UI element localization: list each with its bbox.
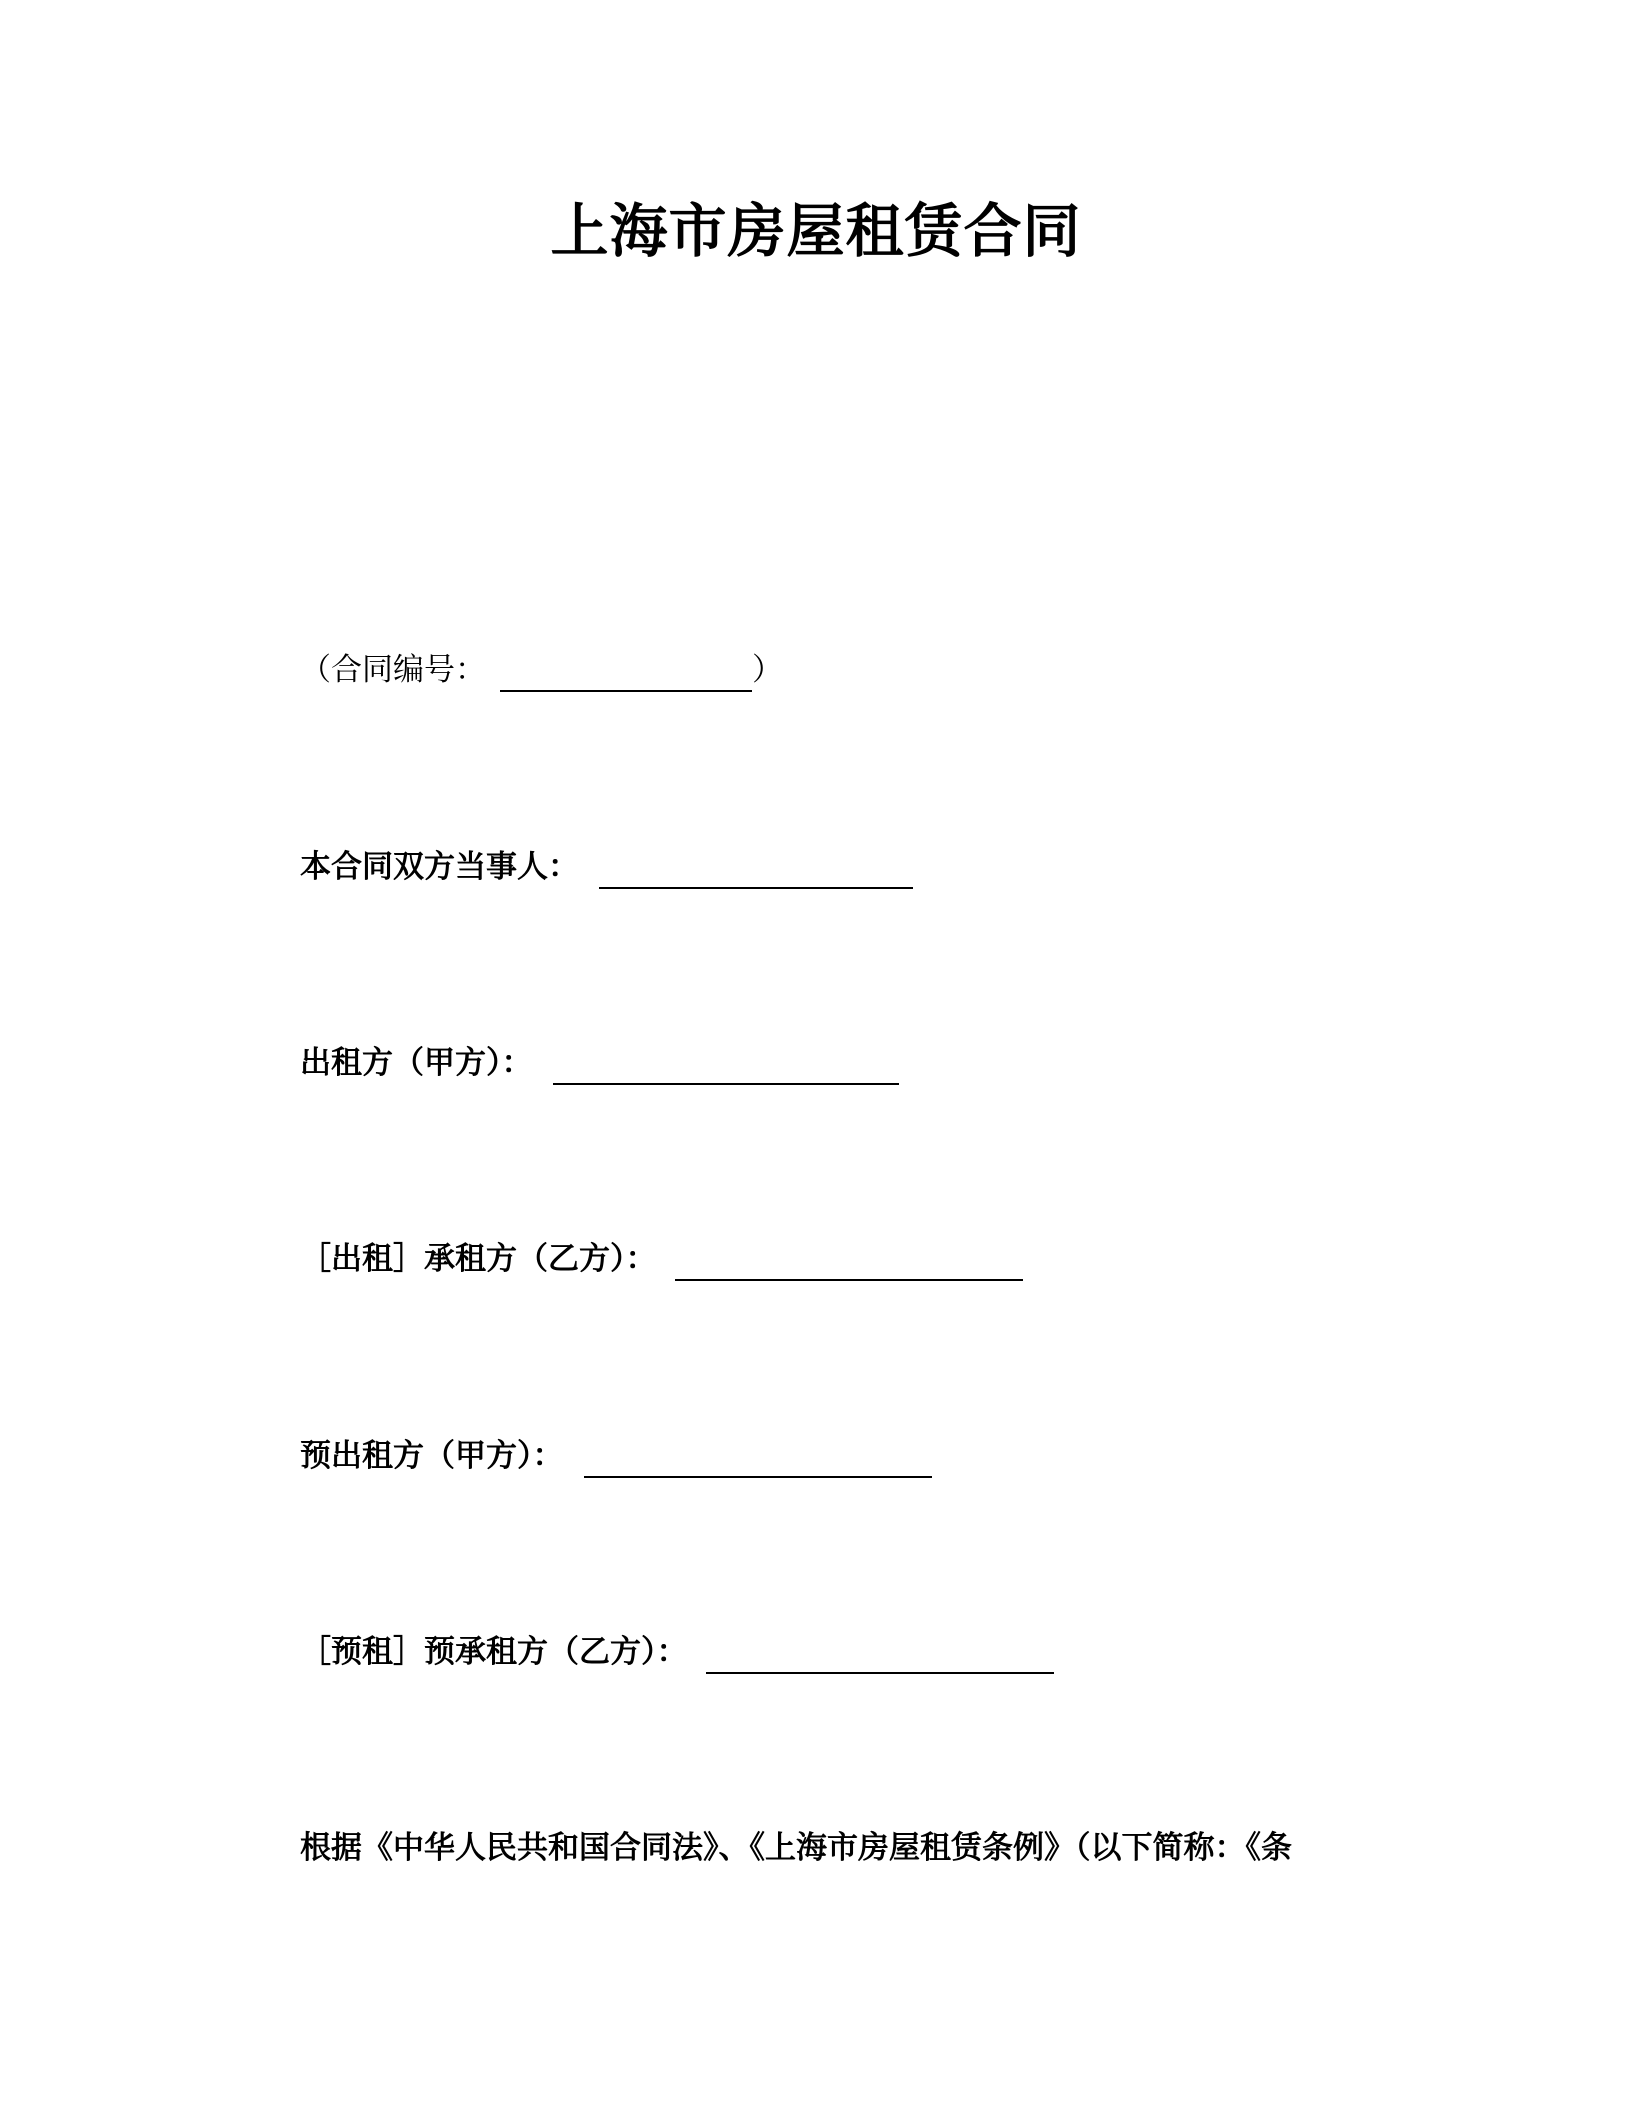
- pre-lessee-line: [300, 1630, 1054, 1674]
- lessor-line: [300, 1041, 899, 1085]
- contract-number-line: [300, 648, 783, 692]
- pre-lessor-line: [300, 1434, 932, 1478]
- parties-label: 本合同双方当事人：: [300, 849, 579, 885]
- pre-lessor-label: 预出租方（甲方）：: [300, 1438, 564, 1474]
- contract-number-close: ）: [752, 652, 783, 688]
- lessee-blank[interactable]: [675, 1239, 1023, 1281]
- document-title: 上海市房屋租赁合同: [550, 197, 1082, 265]
- pre-lessor-blank[interactable]: [584, 1436, 932, 1478]
- lessee-line: [300, 1237, 1023, 1281]
- lessor-blank[interactable]: [553, 1043, 899, 1085]
- pre-lessee-blank[interactable]: [706, 1632, 1054, 1674]
- pre-lessee-label: ［预租］预承租方（乙方）：: [300, 1634, 688, 1670]
- lessee-label: ［出租］承租方（乙方）：: [300, 1241, 657, 1277]
- basis-paragraph: 根据《中华人民共和国合同法》、《上海市房屋租赁条例》（以下简称：《条: [300, 1830, 1292, 1866]
- contract-number-blank[interactable]: [500, 650, 752, 692]
- contract-number-label: （合同编号：: [300, 652, 486, 688]
- parties-line: [300, 845, 913, 889]
- parties-blank[interactable]: [599, 847, 913, 889]
- lessor-label: 出租方（甲方）：: [300, 1045, 533, 1081]
